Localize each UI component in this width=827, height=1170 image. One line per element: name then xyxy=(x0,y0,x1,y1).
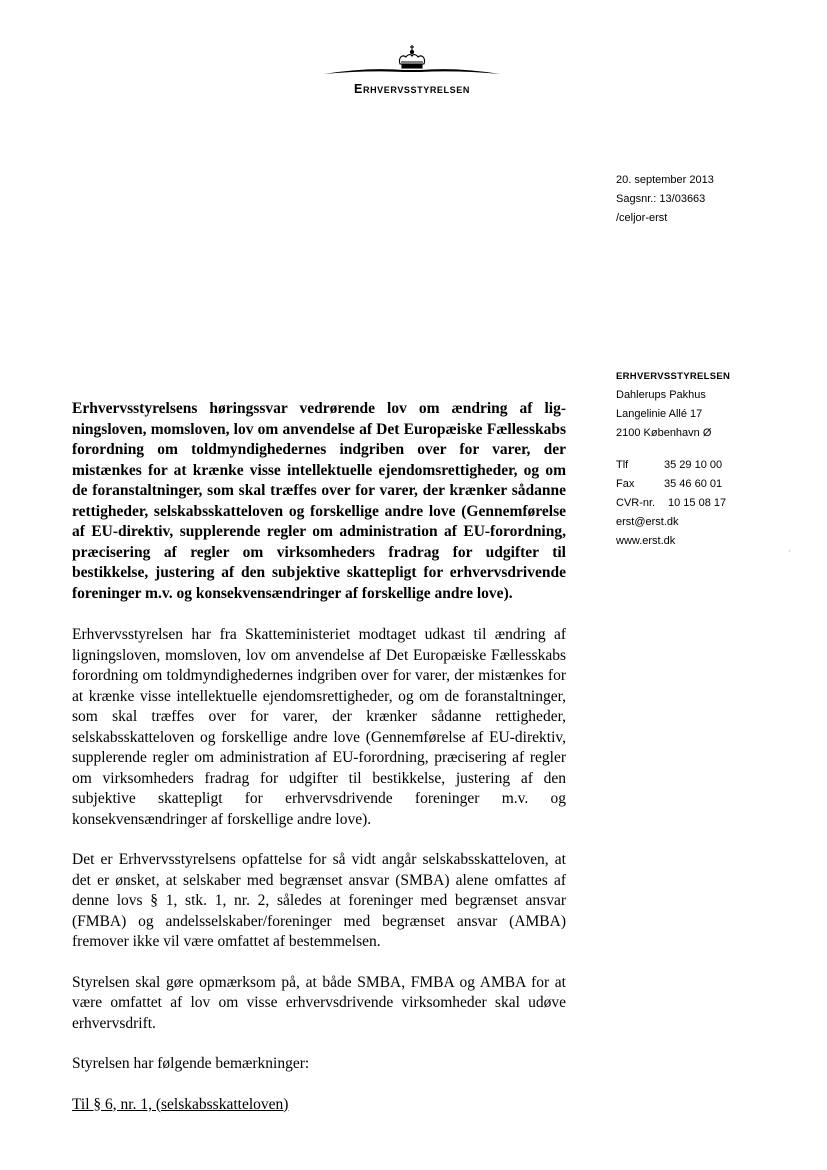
agency-name: Erhvervsstyrelsen xyxy=(354,82,470,96)
paragraph: Styrelsen har følgende bemærkninger: xyxy=(72,1055,310,1072)
phone-label: Tlf xyxy=(616,459,629,471)
stray-mark: · xyxy=(788,547,791,556)
cvr-label: CVR-nr. xyxy=(616,497,656,509)
sender-name: ERHVERVSSTYRELSEN xyxy=(616,371,731,382)
phone-row xyxy=(616,456,730,475)
phone-number: 35 29 10 00 xyxy=(664,459,723,471)
letter-meta xyxy=(616,171,714,228)
letter-body xyxy=(72,399,566,1135)
paragraph: Det er Erhvervsstyrelsens opfattelse for så vidt angår selskabsskatteloven, at det er ønsket, at selskaber med begrænset ansvar (SMBA) alene omfattes af denne lovs § 1, stk. 1, nr. 2, således at foreninger med begrænset ansvar (FMBA) og andelsselskaber/foreninger med begrænset ansvar (AMBA) fremover ikke vil være omfattet af bestemmelsen. xyxy=(72,851,566,950)
paragraph: Erhvervsstyrelsen har fra Skatteministeriet modtaget udkast til ændring af ligningsloven, momsloven, lov om anvendelse af Det Europæiske Fællesskabs forordning om toldmyndighedernes indgriben over for varer, der mistænkes for at krænke visse intellektuelle ejendomsrettigheder, og om de foranstaltninger, som skal træffes over for varer, der krænker sådanne rettigheder, selskabsskatteloven og forskellige andre love (Gennemførelse af EU-direktiv, supplerende regler om administration af EU-forordning, præcisering af regler om virksomheders fradrag for udgifter til bestikkelse, justering af den subjektive skattepligt for erhvervsdrivende foreninger m.v. og konsekvensændringer af forskellige andre love). xyxy=(72,626,566,828)
letter-heading: Erhvervsstyrelsens høringssvar vedrørende lov om ændring af ligningsloven, momsloven, lov om anvendelse af Det Europæiske Fællesskabs forordning om toldmyndighedernes indgriben over for varer, der mistænkes for at krænke visse intellektuelle ejendomsrettigheder, og om de foranstaltninger, som skal træffes over for varer, der krænker sådanne rettigheder, selskabsskatteloven og forskellige andre love (Gennemførelse af EU-direktiv, supplerende regler om administration af EU-forordning, præcisering af regler om virksomheders fradrag for udgifter til bestikkelse, justering af den subjektive skattepligt for erhvervsdrivende foreninger m.v. og konsekvensændringer af forskellige andre love). xyxy=(72,400,566,602)
email-address: erst@erst.dk xyxy=(616,516,679,528)
fax-row xyxy=(616,475,730,494)
letter-date: 20. september 2013 xyxy=(616,174,714,186)
website: www.erst.dk xyxy=(616,535,676,547)
fax-number: 35 46 60 01 xyxy=(664,478,723,490)
paragraph: Styrelsen skal gøre opmærksom på, at både SMBA, FMBA og AMBA for at være omfattet af lov om visse erhvervsdrivende virksomheder skal udøve erhvervsdrift. xyxy=(72,973,566,1032)
initials: /celjor-erst xyxy=(616,212,668,224)
section-subheading: Til § 6, nr. 1, (selskabsskatteloven) xyxy=(72,1095,289,1113)
case-number: Sagsnr.: 13/03663 xyxy=(616,193,706,205)
sender-address-line: Dahlerups Pakhus xyxy=(616,389,706,401)
fax-label: Fax xyxy=(616,478,635,490)
sender-address-line: 2100 København Ø xyxy=(616,427,712,439)
cvr-row xyxy=(616,494,730,513)
sender-block xyxy=(616,367,730,551)
cvr-number: 10 15 08 17 xyxy=(668,497,727,509)
crown-icon xyxy=(322,42,502,82)
sender-address-line: Langelinie Allé 17 xyxy=(616,408,703,420)
